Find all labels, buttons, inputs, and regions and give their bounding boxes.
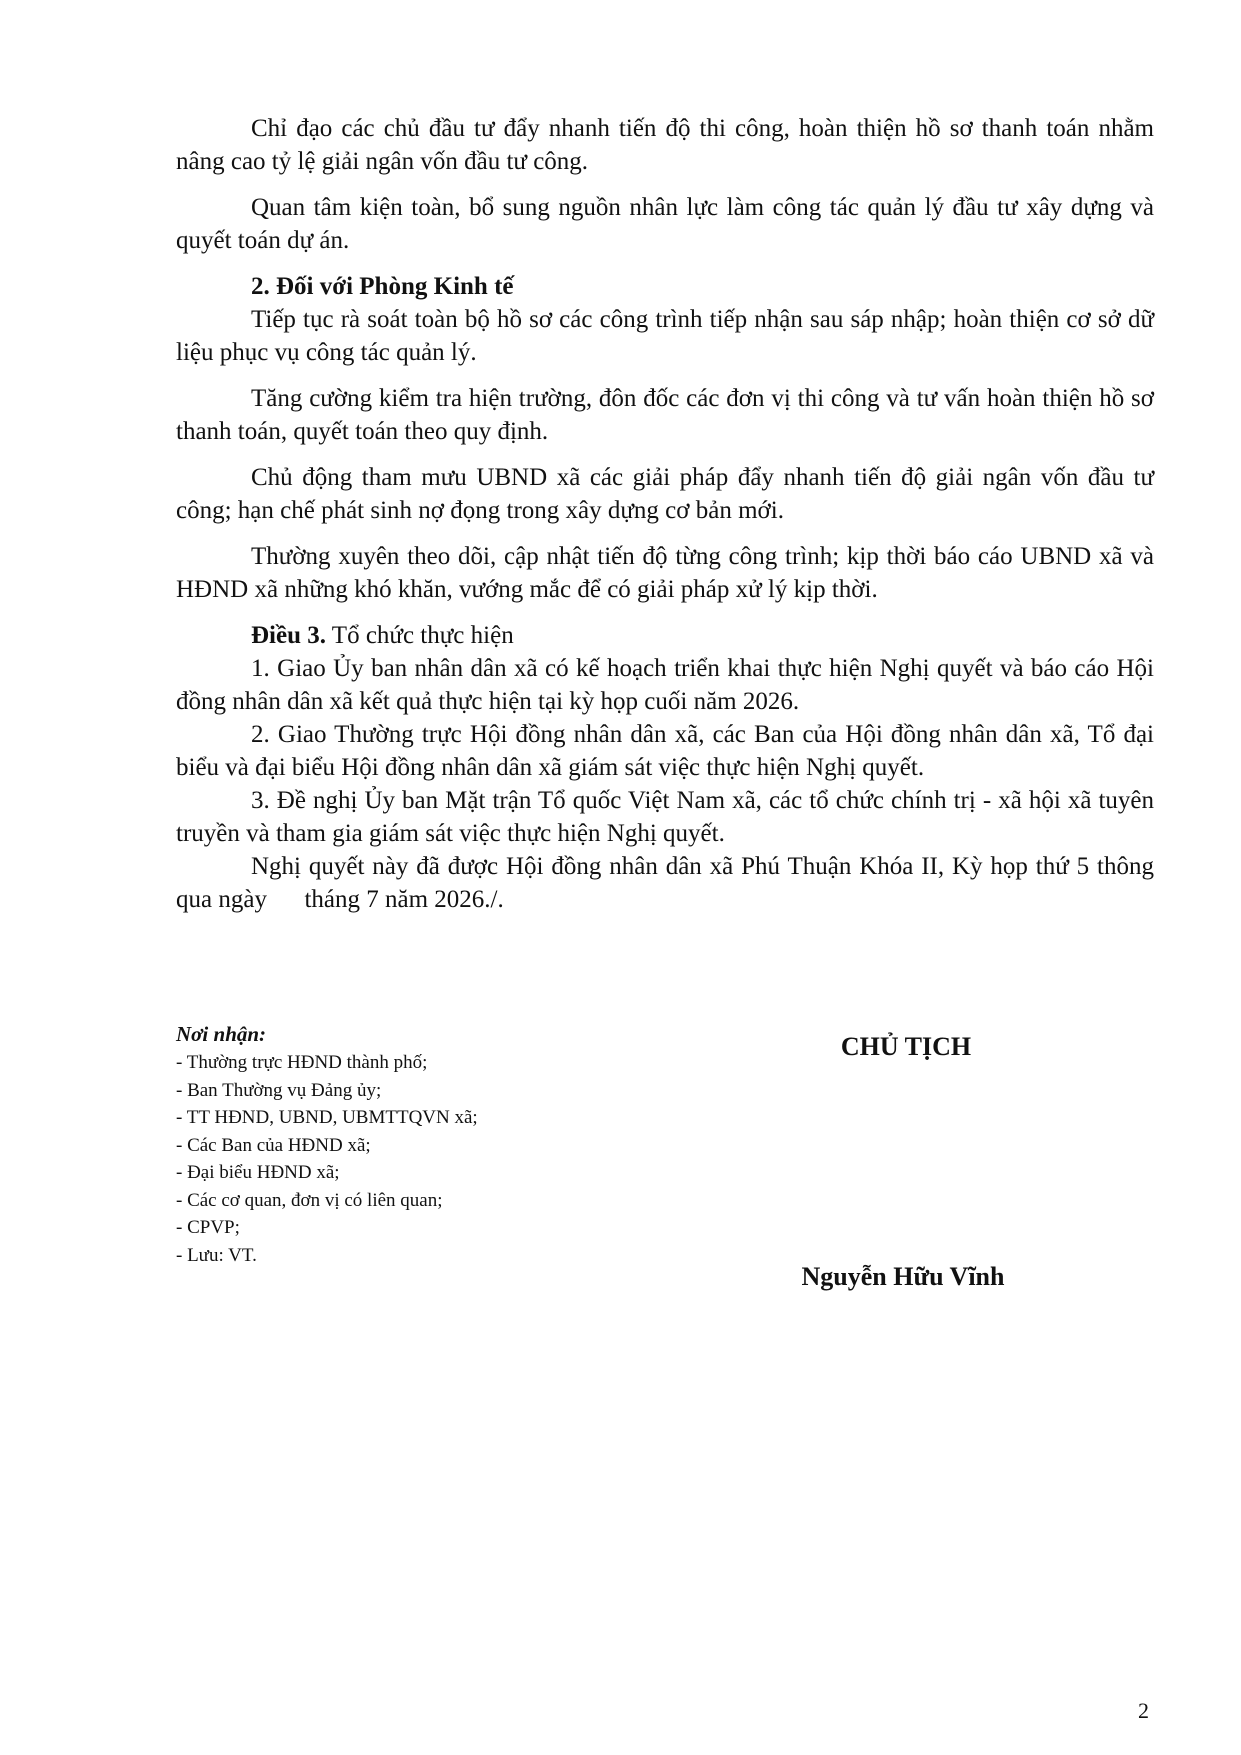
paragraph: 1. Giao Ủy ban nhân dân xã có kế hoạch triển khai thực hiện Nghị quyết và báo cáo Hội đồng nhân dân xã kết quả thực hiện tại kỳ họp cuối năm 2026. [176, 655, 1154, 715]
recipient-item: - Thường trực HĐND thành phố; [176, 1052, 428, 1073]
closing-paragraph: Nghị quyết này đã được Hội đồng nhân dân xã Phú Thuận Khóa II, Kỳ họp thứ 5 thông qua ngày tháng 7 năm 2026./. [176, 853, 1161, 913]
recipient-item: - CPVP; [176, 1217, 240, 1238]
signer-name: Nguyễn Hữu Vĩnh [801, 1262, 1005, 1291]
paragraph: Chỉ đạo các chủ đầu tư đẩy nhanh tiến độ thi công, hoàn thiện hồ sơ thanh toán nhằm nâng cao tỷ lệ giải ngân vốn đầu tư công. [176, 115, 1154, 175]
paragraph: 3. Đề nghị Ủy ban Mặt trận Tổ quốc Việt Nam xã, các tổ chức chính trị - xã hội xã tuyên truyền và tham gia giám sát việc thực hiện Nghị quyết. [176, 787, 1154, 847]
recipients-title: Nơi nhận: [176, 1022, 267, 1046]
article-title: Tổ chức thực hiện [326, 622, 514, 649]
paragraph: Tăng cường kiểm tra hiện trường, đôn đốc các đơn vị thi công và tư vấn hoàn thiện hồ sơ thanh toán, quyết toán theo quy định. [176, 385, 1154, 445]
recipient-item: - Lưu: VT. [176, 1244, 257, 1266]
paragraph: 2. Giao Thường trực Hội đồng nhân dân xã, các Ban của Hội đồng nhân dân xã, Tổ đại biểu và đại biểu Hội đồng nhân dân xã giám sát việc thực hiện Nghị quyết. [176, 721, 1154, 781]
signer-title: CHỦ TỊCH [840, 1032, 972, 1061]
recipient-item: - Ban Thường vụ Đảng ủy; [176, 1079, 382, 1101]
recipient-item: - Đại biểu HĐND xã; [176, 1162, 340, 1183]
recipient-item: - TT HĐND, UBND, UBMTTQVN xã; [176, 1107, 478, 1128]
paragraph: Tiếp tục rà soát toàn bộ hồ sơ các công trình tiếp nhận sau sáp nhập; hoàn thiện cơ sở dữ liệu phục vụ công tác quản lý. [176, 306, 1154, 366]
recipient-item: - Các Ban của HĐND xã; [176, 1134, 371, 1156]
recipient-item: - Các cơ quan, đơn vị có liên quan; [176, 1189, 443, 1211]
paragraph: Quan tâm kiện toàn, bổ sung nguồn nhân lực làm công tác quản lý đầu tư xây dựng và quyết toán dự án. [176, 194, 1154, 254]
paragraph: Thường xuyên theo dõi, cập nhật tiến độ từng công trình; kịp thời báo cáo UBND xã và HĐND xã những khó khăn, vướng mắc để có giải pháp xử lý kịp thời. [176, 543, 1154, 603]
recipients-items [176, 1049, 596, 1269]
document-body [176, 112, 1161, 916]
signature-block [776, 1022, 1036, 1291]
article-heading [176, 619, 1154, 652]
paragraph: Chủ động tham mưu UBND xã các giải pháp đẩy nhanh tiến độ giải ngân vốn đầu tư công; hạn chế phát sinh nợ đọng trong xây dựng cơ bản mới. [176, 464, 1154, 524]
section-heading: 2. Đối với Phòng Kinh tế [251, 273, 514, 300]
page-number: 2 [1138, 1698, 1149, 1723]
recipients-list [176, 1022, 596, 1269]
article-label: Điều 3. [251, 622, 326, 649]
